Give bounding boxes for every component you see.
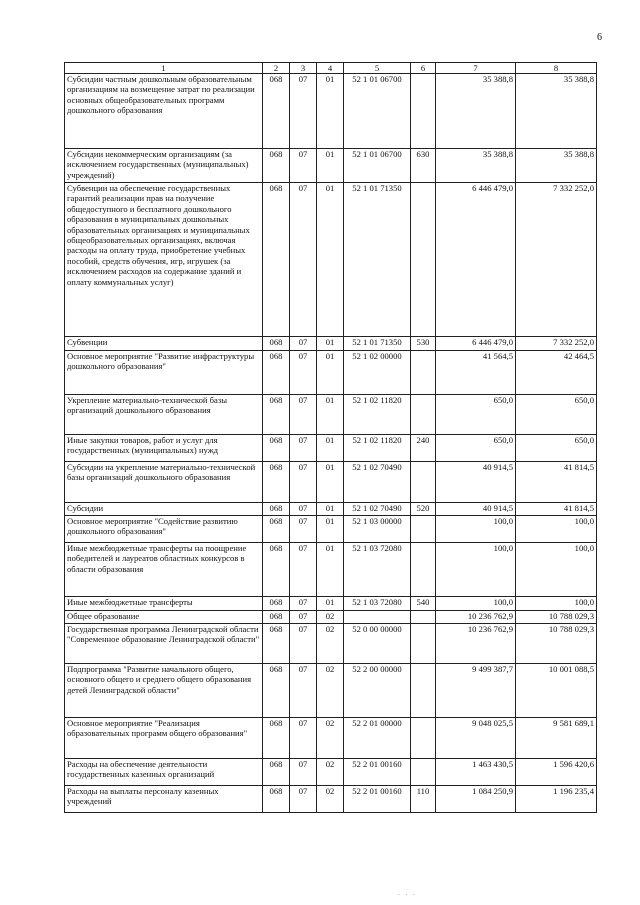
- cell-amount-year-2: 100,0: [516, 597, 597, 611]
- row-name: Субсидии: [65, 503, 263, 516]
- cell-section: 07: [290, 351, 317, 395]
- cell-amount-year-1: 1 084 250,9: [436, 786, 516, 813]
- cell-section: 07: [290, 462, 317, 503]
- cell-amount-year-2: 10 788 029,3: [516, 624, 597, 664]
- cell-subsection: 01: [317, 516, 344, 543]
- cell-amount-year-2: 1 196 235,4: [516, 786, 597, 813]
- cell-subsection: 01: [317, 597, 344, 611]
- page-number: 6: [597, 32, 602, 43]
- row-name: Государственная программа Ленинградской области "Современное образование Ленинградской области": [65, 624, 263, 664]
- row-name: Иные межбюджетные трансферты на поощрение победителей и лауреатов областных конкурсов в области образования: [65, 543, 263, 597]
- cell-expense-type: [411, 611, 436, 624]
- cell-ministry-code: 068: [263, 759, 290, 786]
- table-row: [65, 462, 597, 503]
- table-row: [65, 74, 597, 149]
- cell-amount-year-1: 40 914,5: [436, 503, 516, 516]
- cell-section: 07: [290, 503, 317, 516]
- cell-ministry-code: 068: [263, 624, 290, 664]
- cell-expense-type: [411, 543, 436, 597]
- cell-expense-type: [411, 624, 436, 664]
- scan-mark: . . .: [398, 889, 417, 897]
- cell-amount-year-1: 6 446 479,0: [436, 337, 516, 351]
- cell-expense-type: [411, 395, 436, 435]
- cell-ministry-code: 068: [263, 503, 290, 516]
- cell-section: 07: [290, 597, 317, 611]
- cell-target-article: 52 1 02 11820: [344, 435, 411, 462]
- table-row: [65, 786, 597, 813]
- table-row: [65, 718, 597, 759]
- budget-table: [64, 62, 597, 813]
- row-name: Иные закупки товаров, работ и услуг для государственных (муниципальных) нужд: [65, 435, 263, 462]
- cell-ministry-code: 068: [263, 435, 290, 462]
- cell-amount-year-2: 650,0: [516, 395, 597, 435]
- cell-subsection: 02: [317, 664, 344, 718]
- cell-amount-year-1: 40 914,5: [436, 462, 516, 503]
- cell-subsection: 01: [317, 543, 344, 597]
- cell-amount-year-1: 650,0: [436, 435, 516, 462]
- table-row: [65, 503, 597, 516]
- table-body: [65, 74, 597, 813]
- cell-target-article: 52 1 02 11820: [344, 395, 411, 435]
- cell-subsection: 02: [317, 624, 344, 664]
- column-header: 7: [436, 63, 516, 74]
- cell-amount-year-2: 7 332 252,0: [516, 337, 597, 351]
- cell-section: 07: [290, 624, 317, 664]
- cell-section: 07: [290, 435, 317, 462]
- cell-expense-type: [411, 351, 436, 395]
- cell-amount-year-2: 41 814,5: [516, 462, 597, 503]
- table-row: [65, 543, 597, 597]
- cell-target-article: 52 1 03 72080: [344, 597, 411, 611]
- table-row: [65, 759, 597, 786]
- cell-expense-type: [411, 516, 436, 543]
- cell-expense-type: 530: [411, 337, 436, 351]
- row-name: Субвенции на обеспечение государственных гарантий реализации прав на получение общедоступного и бесплатного дошкольного образования в муниципальных дошкольных образовательных организациях и муниципальных общеобразовательных организациях, включая расходы на оплату труда, приобретение учебных пособий, средств обучения, игр, игрушек (за исключением расходов на содержание зданий и оплату коммунальных услуг): [65, 183, 263, 337]
- table-row: [65, 351, 597, 395]
- cell-amount-year-1: 9 499 387,7: [436, 664, 516, 718]
- cell-target-article: 52 2 01 00160: [344, 759, 411, 786]
- cell-amount-year-1: 10 236 762,9: [436, 611, 516, 624]
- cell-amount-year-1: 10 236 762,9: [436, 624, 516, 664]
- column-header: 5: [344, 63, 411, 74]
- cell-section: 07: [290, 543, 317, 597]
- row-name: Подпрограмма "Развитие начального общего, основного общего и среднего общего образования детей Ленинградской области": [65, 664, 263, 718]
- cell-ministry-code: 068: [263, 149, 290, 183]
- cell-amount-year-1: 650,0: [436, 395, 516, 435]
- cell-expense-type: [411, 183, 436, 337]
- cell-ministry-code: 068: [263, 597, 290, 611]
- row-name: Субвенции: [65, 337, 263, 351]
- cell-expense-type: [411, 462, 436, 503]
- cell-amount-year-1: 35 388,8: [436, 149, 516, 183]
- cell-target-article: 52 0 00 00000: [344, 624, 411, 664]
- cell-section: 07: [290, 149, 317, 183]
- cell-ministry-code: 068: [263, 718, 290, 759]
- cell-target-article: 52 1 03 00000: [344, 516, 411, 543]
- table-row: [65, 624, 597, 664]
- cell-subsection: 02: [317, 759, 344, 786]
- cell-expense-type: [411, 74, 436, 149]
- cell-subsection: 02: [317, 611, 344, 624]
- cell-ministry-code: 068: [263, 337, 290, 351]
- cell-amount-year-1: 6 446 479,0: [436, 183, 516, 337]
- table-row: [65, 597, 597, 611]
- cell-subsection: 02: [317, 786, 344, 813]
- cell-target-article: 52 1 02 70490: [344, 462, 411, 503]
- cell-section: 07: [290, 718, 317, 759]
- cell-ministry-code: 068: [263, 351, 290, 395]
- cell-expense-type: 630: [411, 149, 436, 183]
- cell-section: 07: [290, 786, 317, 813]
- row-name: Субсидии частным дошкольным образовательным организациям на возмещение затрат по реализации основных общеобразовательных программ дошкольного образования: [65, 74, 263, 149]
- cell-amount-year-2: 9 581 689,1: [516, 718, 597, 759]
- cell-subsection: 01: [317, 337, 344, 351]
- cell-amount-year-1: 100,0: [436, 597, 516, 611]
- cell-amount-year-2: 42 464,5: [516, 351, 597, 395]
- row-name: Иные межбюджетные трансферты: [65, 597, 263, 611]
- cell-ministry-code: 068: [263, 786, 290, 813]
- cell-amount-year-1: 35 388,8: [436, 74, 516, 149]
- row-name: Основное мероприятие "Реализация образовательных программ общего образования": [65, 718, 263, 759]
- table-row: [65, 395, 597, 435]
- cell-target-article: 52 2 01 00000: [344, 718, 411, 759]
- cell-target-article: 52 1 01 71350: [344, 337, 411, 351]
- column-header: 1: [65, 63, 263, 74]
- cell-section: 07: [290, 664, 317, 718]
- cell-subsection: 01: [317, 395, 344, 435]
- cell-amount-year-2: 100,0: [516, 516, 597, 543]
- cell-expense-type: 240: [411, 435, 436, 462]
- row-name: Общее образование: [65, 611, 263, 624]
- table-row: [65, 337, 597, 351]
- cell-expense-type: 540: [411, 597, 436, 611]
- cell-amount-year-1: 1 463 430,5: [436, 759, 516, 786]
- row-name: Субсидии некоммерческим организациям (за исключением государственных (муниципальных) учреждений): [65, 149, 263, 183]
- table-row: [65, 664, 597, 718]
- cell-expense-type: [411, 759, 436, 786]
- table-row: [65, 435, 597, 462]
- table-row: [65, 149, 597, 183]
- cell-section: 07: [290, 74, 317, 149]
- row-name: Расходы на выплаты персоналу казенных учреждений: [65, 786, 263, 813]
- cell-ministry-code: 068: [263, 395, 290, 435]
- cell-ministry-code: 068: [263, 543, 290, 597]
- cell-amount-year-2: 100,0: [516, 543, 597, 597]
- cell-section: 07: [290, 516, 317, 543]
- cell-amount-year-2: 41 814,5: [516, 503, 597, 516]
- row-name: Основное мероприятие "Содействие развитию дошкольного образования": [65, 516, 263, 543]
- column-header: 3: [290, 63, 317, 74]
- cell-amount-year-2: 35 388,8: [516, 74, 597, 149]
- row-name: Субсидии на укрепление материально-технической базы организаций дошкольного образования: [65, 462, 263, 503]
- cell-amount-year-2: 1 596 420,6: [516, 759, 597, 786]
- column-header: 8: [516, 63, 597, 74]
- cell-subsection: 01: [317, 435, 344, 462]
- row-name: Основное мероприятие "Развитие инфраструктуры дошкольного образования": [65, 351, 263, 395]
- cell-expense-type: [411, 718, 436, 759]
- cell-target-article: 52 2 01 00160: [344, 786, 411, 813]
- cell-amount-year-2: 7 332 252,0: [516, 183, 597, 337]
- cell-target-article: [344, 611, 411, 624]
- cell-amount-year-2: 35 388,8: [516, 149, 597, 183]
- cell-target-article: 52 1 02 70490: [344, 503, 411, 516]
- cell-amount-year-1: 9 048 025,5: [436, 718, 516, 759]
- cell-subsection: 02: [317, 718, 344, 759]
- cell-subsection: 01: [317, 351, 344, 395]
- cell-target-article: 52 1 01 71350: [344, 183, 411, 337]
- header-row: [65, 63, 597, 74]
- cell-section: 07: [290, 395, 317, 435]
- cell-ministry-code: 068: [263, 516, 290, 543]
- cell-ministry-code: 068: [263, 183, 290, 337]
- table-row: [65, 516, 597, 543]
- cell-target-article: 52 1 02 00000: [344, 351, 411, 395]
- cell-amount-year-1: 100,0: [436, 516, 516, 543]
- cell-subsection: 01: [317, 462, 344, 503]
- cell-amount-year-1: 100,0: [436, 543, 516, 597]
- cell-ministry-code: 068: [263, 462, 290, 503]
- cell-expense-type: [411, 664, 436, 718]
- cell-ministry-code: 068: [263, 74, 290, 149]
- cell-amount-year-2: 650,0: [516, 435, 597, 462]
- cell-ministry-code: 068: [263, 664, 290, 718]
- cell-target-article: 52 1 01 06700: [344, 74, 411, 149]
- cell-amount-year-1: 41 564,5: [436, 351, 516, 395]
- cell-subsection: 01: [317, 74, 344, 149]
- table-header: [65, 63, 597, 74]
- column-header: 4: [317, 63, 344, 74]
- cell-amount-year-2: 10 788 029,3: [516, 611, 597, 624]
- cell-section: 07: [290, 183, 317, 337]
- cell-target-article: 52 1 03 72080: [344, 543, 411, 597]
- row-name: Укрепление материально-технической базы организаций дошкольного образования: [65, 395, 263, 435]
- cell-target-article: 52 2 00 00000: [344, 664, 411, 718]
- column-header: 2: [263, 63, 290, 74]
- cell-ministry-code: 068: [263, 611, 290, 624]
- cell-target-article: 52 1 01 06700: [344, 149, 411, 183]
- cell-amount-year-2: 10 001 088,5: [516, 664, 597, 718]
- cell-subsection: 01: [317, 503, 344, 516]
- cell-expense-type: 110: [411, 786, 436, 813]
- cell-section: 07: [290, 611, 317, 624]
- row-name: Расходы на обеспечение деятельности государственных казенных организаций: [65, 759, 263, 786]
- cell-section: 07: [290, 759, 317, 786]
- column-header: 6: [411, 63, 436, 74]
- cell-expense-type: 520: [411, 503, 436, 516]
- table-row: [65, 183, 597, 337]
- cell-section: 07: [290, 337, 317, 351]
- table-row: [65, 611, 597, 624]
- cell-subsection: 01: [317, 149, 344, 183]
- cell-subsection: 01: [317, 183, 344, 337]
